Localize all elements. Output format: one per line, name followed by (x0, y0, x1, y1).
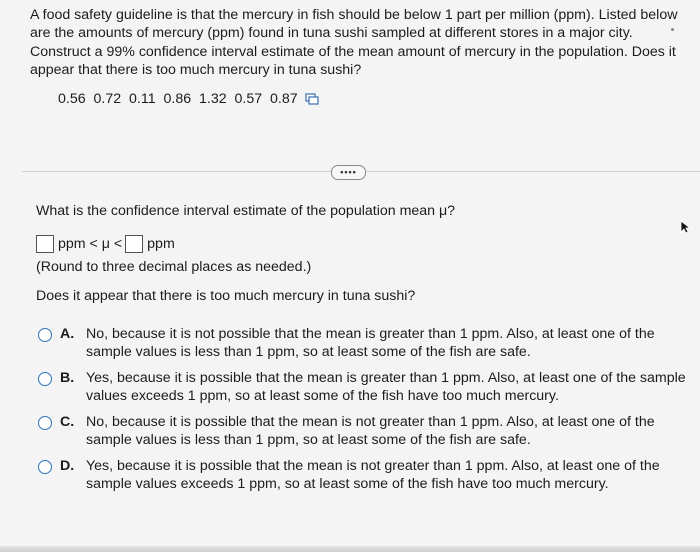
upper-bound-input[interactable] (125, 235, 143, 253)
part1-question: What is the confidence interval estimate of the population mean μ? (36, 203, 456, 219)
option-letter: D. (60, 458, 75, 474)
data-value: 0.57 (234, 91, 263, 107)
data-value: 0.72 (93, 91, 122, 107)
option-d[interactable] (38, 457, 688, 493)
radio-button[interactable] (38, 328, 52, 342)
option-text: No, because it is not possible that the mean is greater than 1 ppm. Also, at least one of the sample values is less than 1 ppm, so at least some of the fish are safe. (86, 326, 655, 360)
bottom-edge-bar (0, 546, 700, 552)
option-text: Yes, because it is possible that the mean is greater than 1 ppm. Also, at least one of the sample values exceeds 1 ppm, so at least some of the fish have too much mercury. (86, 370, 686, 404)
ci-unit-text: ppm (147, 236, 175, 252)
data-value: 0.86 (163, 91, 192, 107)
copy-data-icon[interactable] (305, 93, 319, 105)
option-a[interactable] (38, 325, 688, 361)
data-value: 0.11 (129, 91, 156, 107)
option-b[interactable] (38, 369, 688, 405)
radio-button[interactable] (38, 372, 52, 386)
rounding-note: (Round to three decimal places as needed.) (36, 259, 312, 275)
option-c[interactable] (38, 413, 688, 449)
option-letter: B. (60, 370, 75, 386)
question-text: A food safety guideline is that the mercury in fish should be below 1 part per million (ppm). Listed below are the amounts of mercury (ppm) found in tuna sushi sampled at different stores in a major city. Construct a 99% confidence interval estimate of the mean amount of mercury in the population. Does it appear that there is too much mercury in tuna sushi? (30, 7, 678, 78)
lower-bound-input[interactable] (36, 235, 54, 253)
part2-question: Does it appear that there is too much mercury in tuna sushi? (36, 288, 416, 304)
data-value: 0.87 (270, 91, 298, 107)
data-values (58, 91, 298, 107)
data-value: 0.56 (58, 91, 86, 107)
data-value: 1.32 (199, 91, 227, 107)
expand-more-button[interactable] (331, 165, 366, 180)
more-dots: •••• (340, 167, 357, 177)
data-row (58, 91, 319, 107)
option-text: Yes, because it is possible that the mean is not greater than 1 ppm. Also, at least one of the sample values exceeds 1 ppm, so at least some of the fish have too much mercury. (86, 458, 660, 492)
ci-middle-text: ppm < μ < (58, 236, 123, 252)
mouse-pointer-icon (680, 220, 692, 239)
radio-button[interactable] (38, 416, 52, 430)
decorative-dot (671, 28, 674, 31)
radio-button[interactable] (38, 460, 52, 474)
option-text: No, because it is possible that the mean is not greater than 1 ppm. Also, at least one of the sample values is less than 1 ppm, so at least some of the fish are safe. (86, 414, 655, 448)
option-letter: A. (60, 326, 75, 342)
option-letter: C. (60, 414, 75, 430)
confidence-interval-row (36, 235, 175, 253)
